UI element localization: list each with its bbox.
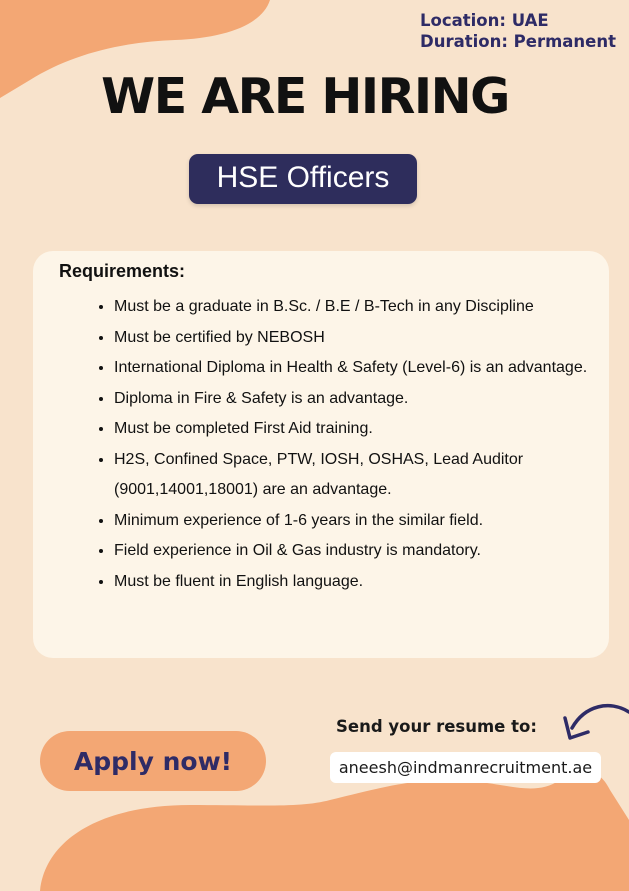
requirement-item: • Must be completed First Aid training.: [114, 414, 594, 445]
requirement-item: • Must be certified by NEBOSH: [114, 323, 594, 354]
requirement-item: • Field experience in Oil & Gas industry is mandatory.: [114, 536, 594, 567]
send-resume-label: Send your resume to:: [336, 717, 537, 736]
location-duration-block: [420, 10, 616, 52]
requirement-item: • Must be fluent in English language.: [114, 567, 594, 598]
requirements-list: [95, 292, 594, 597]
headline: WE ARE HIRING: [101, 68, 509, 125]
duration-text: Duration: Permanent: [420, 32, 617, 51]
requirements-title: Requirements:: [59, 261, 186, 281]
requirements-card: [33, 251, 609, 658]
location-text: Location: UAE: [420, 11, 549, 30]
requirement-item: • Must be a graduate in B.Sc. / B.E / B-Tech in any Discipline: [114, 292, 594, 323]
requirement-item: • Diploma in Fire & Safety is an advantage.: [114, 384, 594, 415]
curved-arrow-icon: [560, 700, 629, 750]
requirement-item: • International Diploma in Health & Safety (Level-6) is an advantage.: [114, 353, 594, 384]
role-badge: HSE Officers: [189, 154, 417, 204]
requirement-item: • Minimum experience of 1-6 years in the similar field.: [114, 506, 594, 537]
email-address[interactable]: aneesh@indmanrecruitment.ae: [330, 752, 601, 783]
apply-now-button[interactable]: Apply now!: [40, 731, 266, 791]
requirement-item: • H2S, Confined Space, PTW, IOSH, OSHAS, Lead Auditor (9001,14001,18001) are an advantage.: [114, 445, 594, 506]
